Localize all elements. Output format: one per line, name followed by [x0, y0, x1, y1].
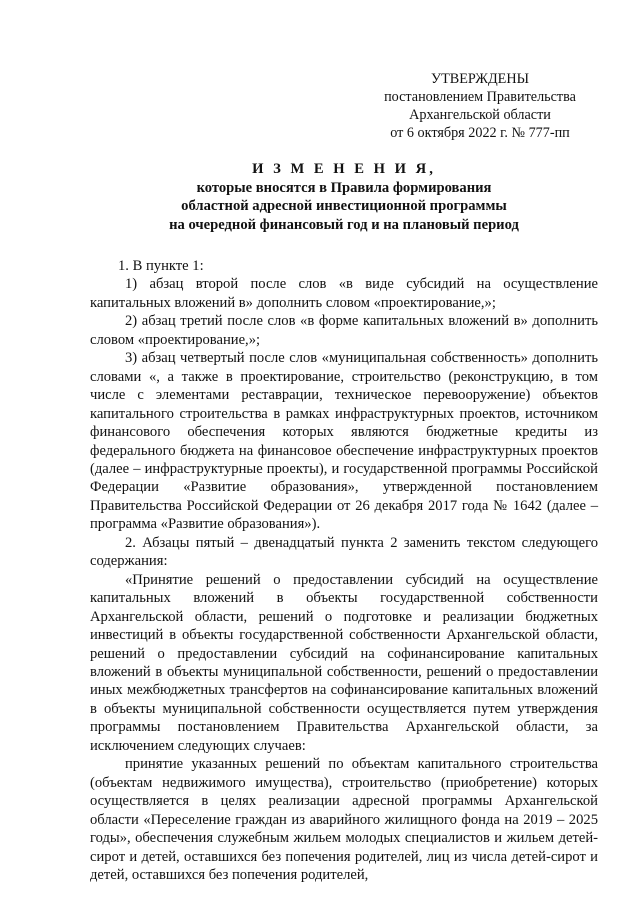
paragraph-6: «Принятие решений о предоставлении субсидий на осуществление капитальных вложений в объекты государственной собственности Архангельской области, решений о подготовке и реализации бюджетных инвестиций в объекты государственной собственности Архангельской области, решений о предоставлении субсидий на софинансирование капитальных вложений в объекты муниципальной собственности, решений о предоставлении иных межбюджетных трансфертов на софинансирование капитальных вложений в объекты муниципальной собственности осуществляется путем утверждения программы постановлением Правительства Архангельской области, за исключением следующих случаев: [90, 571, 598, 754]
approval-line-2: постановлением Правительства [384, 89, 576, 105]
approval-block [360, 70, 600, 142]
paragraph-7: принятие указанных решений по объектам капитального строительства (объектам недвижимого имущества), строительство (приобретение) которых осуществляется в целях реализации адресной программы Архангельской области «Переселение граждан из аварийного жилищного фонда на 2019 – 2025 годы», обеспечения служебным жильем молодых специалистов и жильем детей-сирот и детей, оставшихся без попечения родителей, лиц из числа детей-сирот и детей, оставшихся без попечения родителей, [90, 756, 598, 883]
heading-line-4: на очередной финансовый год и на плановый период [169, 216, 519, 233]
heading-line-2: которые вносятся в Правила формирования [196, 179, 492, 196]
document-heading [90, 160, 598, 234]
approval-title: УТВЕРЖДЕНЫ [431, 71, 529, 87]
document-body [90, 257, 598, 884]
heading-title: И З М Е Н Е Н И Я, [252, 161, 436, 177]
approval-line-3: Архангельской области [409, 107, 551, 123]
paragraph-5: 2. Абзацы пятый – двенадцатый пункта 2 заменить текстом следующего содержания: [90, 534, 598, 570]
paragraph-1: 1. В пункте 1: [118, 258, 204, 274]
paragraph-3: 2) абзац третий после слов «в форме капитальных вложений в» дополнить словом «проектирование,»; [90, 313, 598, 348]
paragraph-2: 1) абзац второй после слов «в виде субсидий на осуществление капитальных вложений в» дополнить словом «проектирование,»; [90, 276, 598, 311]
approval-line-4: от 6 октября 2022 г. № 777-пп [390, 125, 570, 141]
paragraph-4: 3) абзац четвертый после слов «муниципальная собственность» дополнить словами «, а также в проектирование, строительство (реконструкцию, в том числе с элементами реставрации, техническое перевооружение) объектов капитального строительства в рамках инфраструктурных проектов, источником финансового обеспечения которых являются бюджетные кредиты из федерального бюджета на финансовое обеспечение инфраструктурных проектов (далее – инфраструктурные проекты), и государственной программы Российской Федерации «Развитие образования», утвержденной постановлением Правительства Российской Федерации от 26 декабря 2017 года № 1642 (далее – программа «Развитие образования»). [90, 350, 598, 533]
heading-line-3: областной адресной инвестиционной программы [181, 198, 507, 214]
